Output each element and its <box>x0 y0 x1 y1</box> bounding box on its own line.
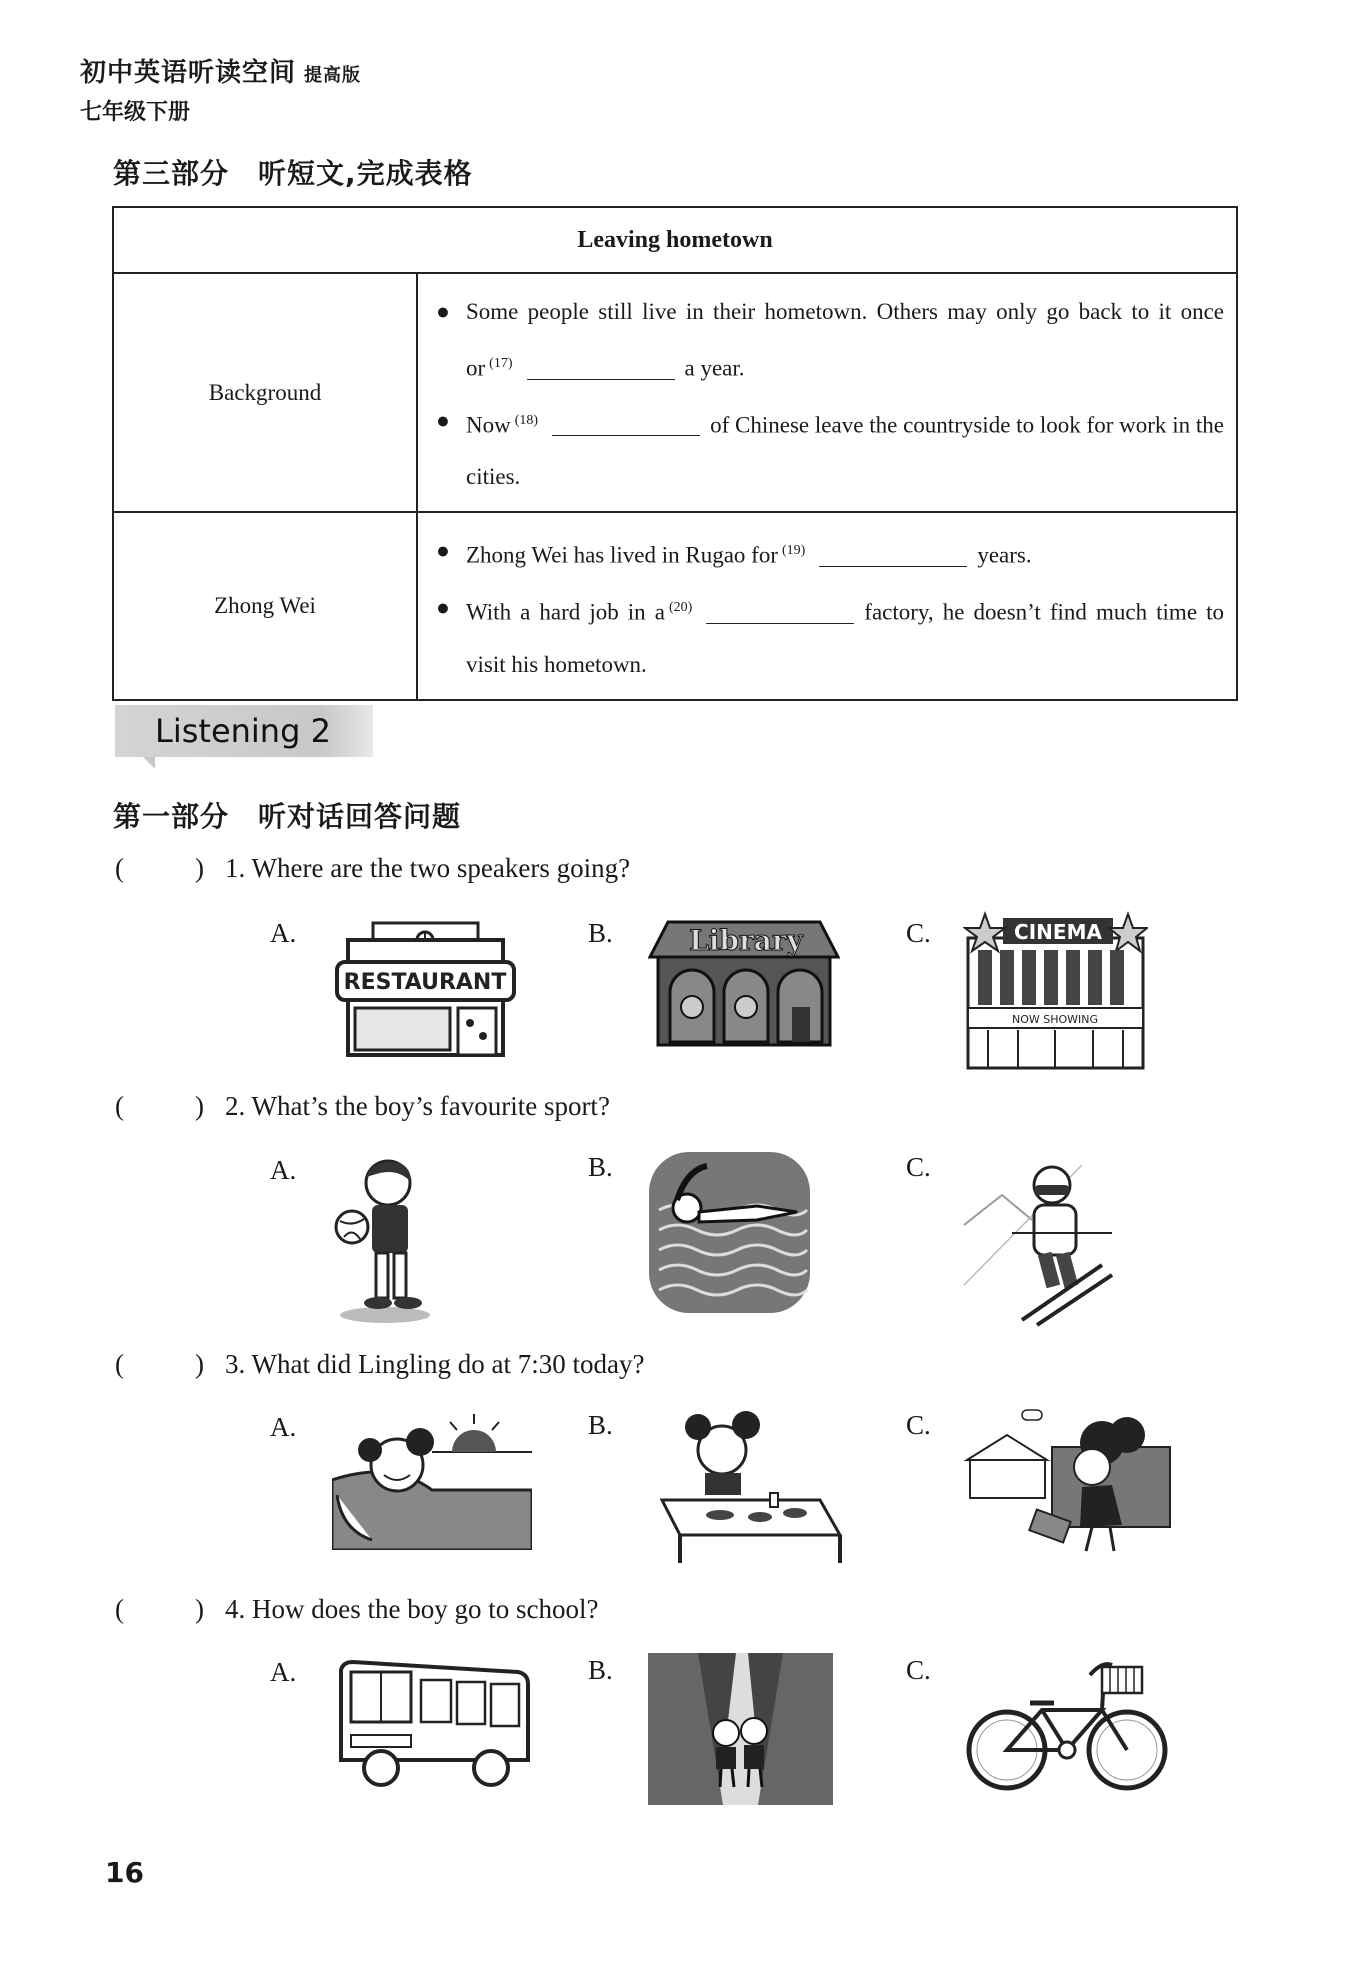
bullet-text: Some people still live in their hometown. Others may only go back to it once or <box>466 299 1224 381</box>
answer-blank-17[interactable] <box>527 355 675 380</box>
restaurant-sign: RESTAURANT <box>343 970 507 995</box>
blank-number: (19) <box>782 543 806 559</box>
part3-heading: 第三部分 听短文,完成表格 <box>113 157 473 190</box>
book-title <box>80 52 361 89</box>
option-c-label[interactable]: C. <box>906 918 931 948</box>
answer-paren-open: ( <box>115 1091 124 1121</box>
question-text: 2. What’s the boy’s favourite sport? <box>225 1091 610 1121</box>
part1-heading: 第一部分 听对话回答问题 <box>113 800 462 833</box>
restaurant-picture[interactable] <box>333 918 518 1058</box>
grade-label: 七年级下册 <box>80 99 191 125</box>
row-content-zhong-wei <box>417 512 1237 699</box>
table-row <box>113 273 1237 512</box>
option-a-label[interactable]: A. <box>270 1412 297 1442</box>
option-b-label[interactable]: B. <box>588 1152 613 1182</box>
option-b-label[interactable]: B. <box>588 1410 613 1440</box>
bullet-item <box>436 525 1224 582</box>
page-number: 16 <box>105 1856 144 1889</box>
bicycle-picture[interactable] <box>962 1655 1172 1795</box>
option-b-label[interactable]: B. <box>588 918 613 948</box>
cinema-sign: CINEMA <box>1014 920 1102 944</box>
answer-blank-20[interactable] <box>706 599 854 624</box>
fill-in-table <box>112 206 1238 701</box>
option-c-label[interactable]: C. <box>906 1152 931 1182</box>
question-4 <box>115 1594 598 1625</box>
answer-blank-19[interactable] <box>819 542 967 567</box>
swimmer-picture[interactable] <box>647 1150 812 1315</box>
bullet-text: years. <box>977 542 1032 568</box>
blank-number: (18) <box>514 412 539 428</box>
row-label-background: Background <box>113 273 417 512</box>
question-text: 1. Where are the two speakers going? <box>225 853 631 883</box>
volleyball-boy-picture[interactable] <box>330 1155 440 1325</box>
library-picture[interactable] <box>648 912 840 1047</box>
question-3 <box>115 1349 644 1380</box>
cinema-subsign: NOW SHOWING <box>1011 1013 1099 1026</box>
blank-number: (17) <box>489 356 513 371</box>
girl-going-to-school-picture[interactable] <box>962 1405 1172 1555</box>
bullet-item <box>436 582 1224 691</box>
question-2 <box>115 1091 610 1122</box>
bullet-item <box>436 286 1224 395</box>
girl-waking-up-picture[interactable] <box>332 1410 532 1550</box>
answer-paren-close[interactable]: ) <box>195 1349 204 1379</box>
question-1 <box>115 853 630 884</box>
table-title: Leaving hometown <box>113 207 1237 273</box>
option-a-label[interactable]: A. <box>270 1155 297 1185</box>
cinema-picture[interactable] <box>963 910 1148 1070</box>
girl-eating-breakfast-picture[interactable] <box>650 1405 845 1565</box>
bullet-dot-icon: ● <box>436 538 450 564</box>
answer-paren-open: ( <box>115 853 124 883</box>
skier-picture[interactable] <box>962 1145 1127 1330</box>
row-label-zhong-wei: Zhong Wei <box>113 512 417 699</box>
edition-label: 提高版 <box>304 65 362 86</box>
book-title-text: 初中英语听读空间 <box>80 58 297 88</box>
listening-2-banner: Listening 2 <box>115 705 373 757</box>
library-sign: Library <box>689 924 803 957</box>
bullet-dot-icon: ● <box>436 299 450 324</box>
bullet-text: With a hard job in a <box>466 599 665 625</box>
blank-number: (20) <box>668 599 693 615</box>
option-a-label[interactable]: A. <box>270 1657 297 1687</box>
bullet-text: Now <box>466 412 511 438</box>
bullet-dot-icon: ● <box>436 407 450 433</box>
bullet-item <box>436 395 1224 504</box>
answer-paren-close[interactable]: ) <box>195 1594 204 1624</box>
question-text: 3. What did Lingling do at 7:30 today? <box>225 1349 645 1379</box>
bullet-text: factory, he doesn’t find much time to visit his hometown. <box>466 599 1224 677</box>
option-b-label[interactable]: B. <box>588 1655 613 1685</box>
bullet-dot-icon: ● <box>436 594 450 620</box>
row-content-background <box>417 273 1237 512</box>
answer-paren-open: ( <box>115 1594 124 1624</box>
bus-picture[interactable] <box>333 1660 533 1790</box>
bullet-text: a year. <box>684 355 745 381</box>
option-c-label[interactable]: C. <box>906 1410 931 1440</box>
answer-paren-close[interactable]: ) <box>195 1091 204 1121</box>
answer-blank-18[interactable] <box>552 411 700 436</box>
book-header <box>80 52 361 126</box>
table-row <box>113 512 1237 699</box>
bullet-text: Zhong Wei has lived in Rugao for <box>466 542 779 568</box>
answer-paren-open: ( <box>115 1349 124 1379</box>
option-c-label[interactable]: C. <box>906 1655 931 1685</box>
walking-children-picture[interactable] <box>648 1653 833 1805</box>
bullet-text: of Chinese leave the countryside to look for work in the cities. <box>466 412 1224 490</box>
option-a-label[interactable]: A. <box>270 918 297 948</box>
answer-paren-close[interactable]: ) <box>195 853 204 883</box>
question-text: 4. How does the boy go to school? <box>225 1594 599 1624</box>
